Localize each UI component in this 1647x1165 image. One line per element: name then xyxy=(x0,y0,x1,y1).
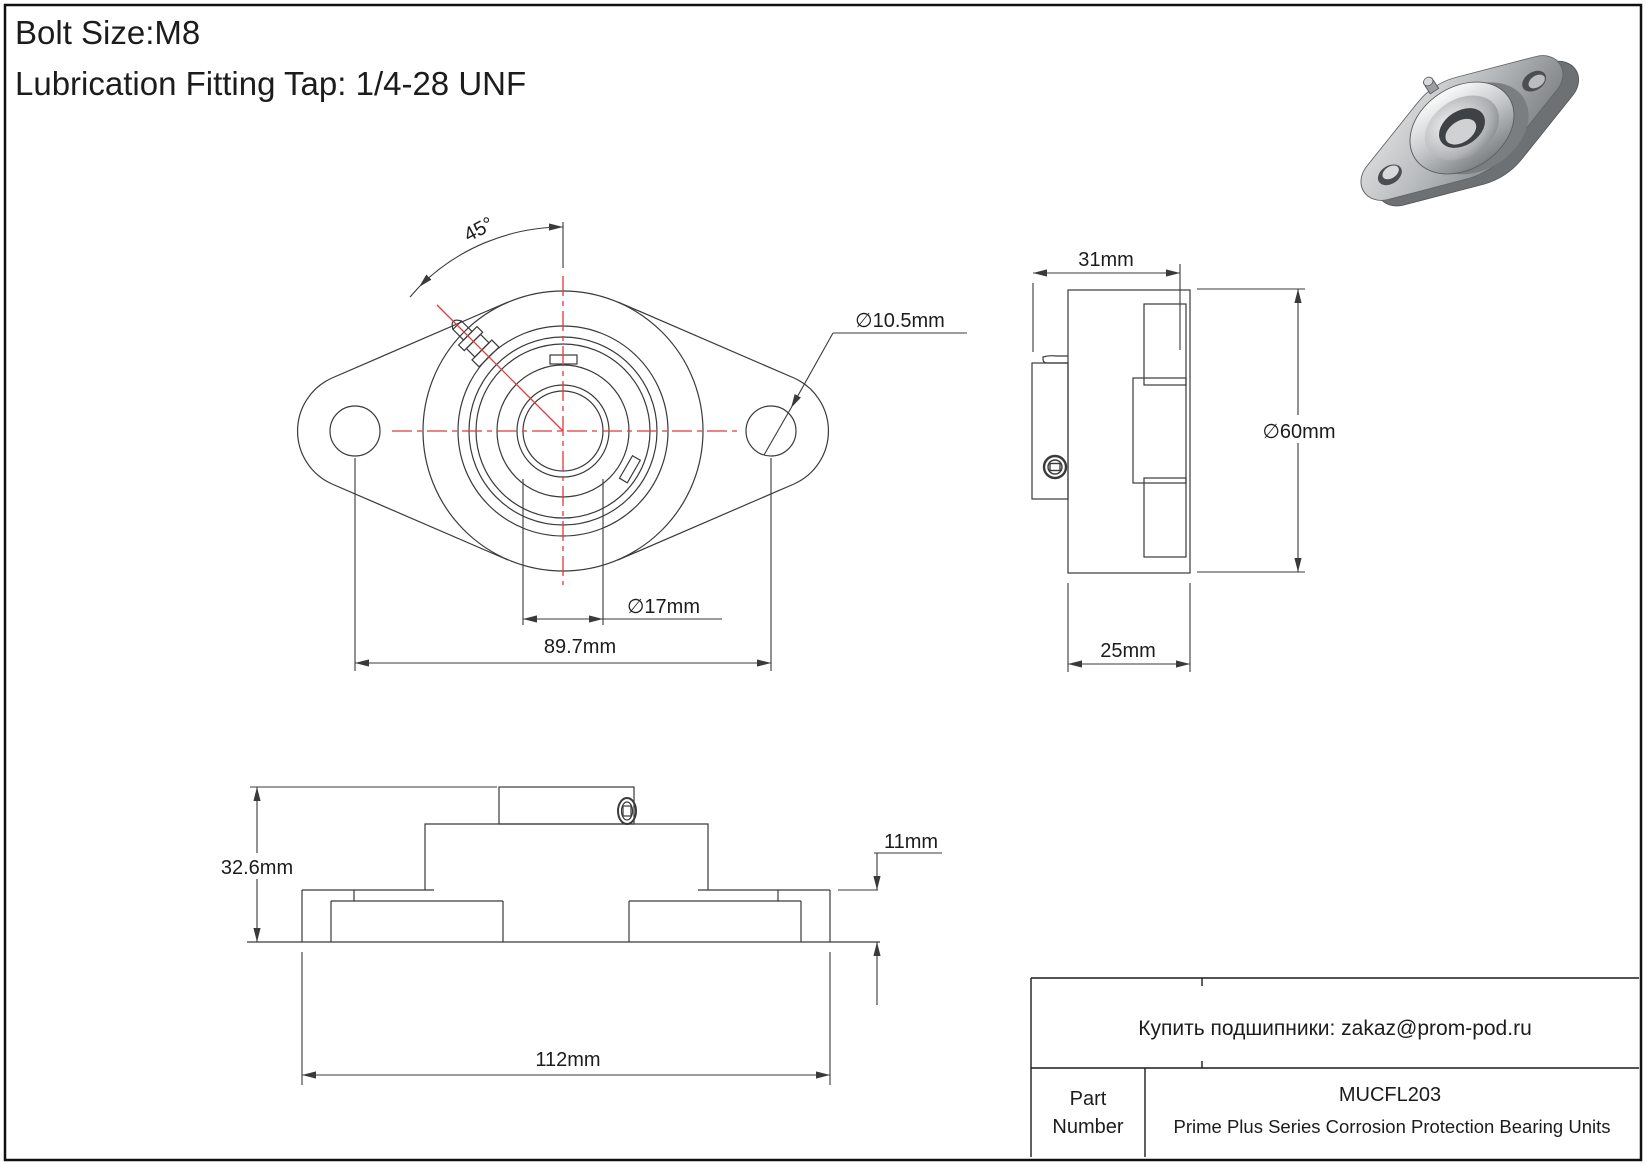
bore-dimension-label: ∅17mm xyxy=(627,596,700,618)
flange-left-lobe xyxy=(298,378,332,484)
side-view xyxy=(1032,290,1190,573)
front-centerlines xyxy=(392,276,738,585)
profile-view xyxy=(247,787,880,942)
leader-line xyxy=(791,333,833,408)
flange-edge-upper-left xyxy=(332,302,508,378)
flange-bolt-head xyxy=(1044,456,1066,478)
part-number-label-line1: Part xyxy=(1069,1088,1107,1110)
part-number-label-line2: Number xyxy=(1052,1116,1124,1138)
bolt-hole-dimension-label: ∅10.5mm xyxy=(855,310,945,332)
angle-arc-stub xyxy=(410,287,419,297)
length-label: 112mm xyxy=(535,1049,601,1071)
width-31-label: 31mm xyxy=(1078,249,1134,271)
flange-thickness-label: 11mm xyxy=(884,831,939,853)
housing-profile xyxy=(1068,290,1190,573)
shaft-sleeve xyxy=(1133,378,1186,483)
flange-edge-upper-right xyxy=(618,302,794,378)
width-dimension-31 xyxy=(1033,264,1180,352)
contact-text: Купить подшипники: zakaz@prom-pod.ru xyxy=(1138,1017,1532,1040)
bolt-hole-dimension xyxy=(764,333,967,455)
spacing-dimension-label: 89.7mm xyxy=(543,636,617,658)
bolt-hole-left xyxy=(330,406,380,456)
collar-set-screw xyxy=(618,798,636,824)
series-description: Prime Plus Series Corrosion Protection Bearing Units xyxy=(1173,1116,1611,1137)
shaft-collar-profile xyxy=(499,787,634,824)
bolt-hole-right xyxy=(746,406,796,456)
leader-tail xyxy=(764,408,791,455)
angle-dimension-arc xyxy=(419,227,563,287)
product-3d-render xyxy=(1330,7,1602,244)
header-notes xyxy=(15,14,526,102)
flange-edge-lower-left xyxy=(332,484,508,560)
title-block xyxy=(1031,978,1639,1157)
housing-body-profile xyxy=(425,824,708,890)
flange-plate-profile xyxy=(1032,363,1068,499)
flange-edge-lower-right xyxy=(618,484,794,560)
flange-thickness-dimension xyxy=(838,853,942,1005)
angle-dimension-label: 45° xyxy=(460,212,498,247)
lubrication-note: Lubrication Fitting Tap: 1/4-28 UNF xyxy=(15,65,527,102)
base-width-label: 25mm xyxy=(1100,640,1156,662)
height-label: 32.6mm xyxy=(220,857,294,879)
part-number-value: MUCFL203 xyxy=(1338,1084,1442,1106)
flange-lip xyxy=(1043,356,1068,363)
housing-dia-label: ∅60mm xyxy=(1262,421,1336,443)
bolt-size-note: Bolt Size:M8 xyxy=(15,14,201,51)
inner-ring-lower xyxy=(1144,478,1186,557)
